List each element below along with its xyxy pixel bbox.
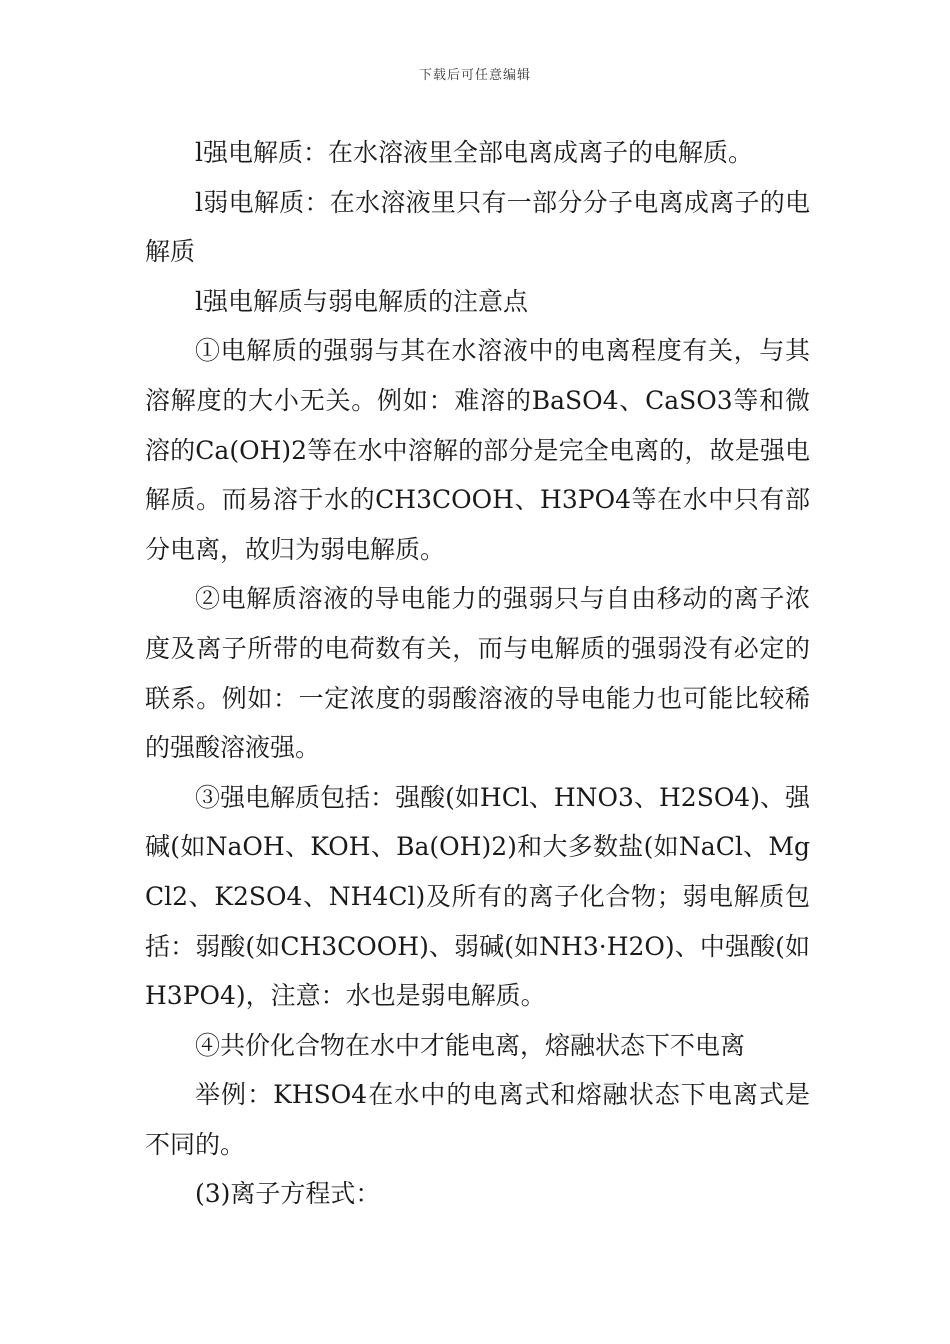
paragraph-notes-heading: l强电解质与弱电解质的注意点 bbox=[195, 286, 528, 316]
page-header: 下载后可任意编辑 bbox=[418, 68, 531, 83]
paragraph-note-4: ④共价化合物在水中才能电离，熔融状态下不电离 bbox=[195, 1030, 746, 1060]
paragraph-strong-electrolyte-definition: l强电解质：在水溶液里全部电离成离子的电解质。 bbox=[195, 138, 753, 167]
paragraph-ionic-equation-heading: (3)离子方程式： bbox=[195, 1179, 381, 1209]
paragraph-example: 举例：KHSO4在水中的电离式和熔融状态下电离式是不同的。 bbox=[145, 1080, 810, 1159]
paragraph-note-1: ①电解质的强弱与其在水溶液中的电离程度有关，与其溶解度的大小无关。例如：难溶的BaSO4、CaSO3等和微溶的Ca(OH)2等在水中溶解的部分是完全电离的，故是强电解质。而易溶于水的CH3COOH、H3PO4等在水中只有部分电离，故归为弱电解质。 bbox=[145, 336, 810, 564]
paragraph-weak-electrolyte-definition: l弱电解质：在水溶液里只有一部分分子电离成离子的电解质 bbox=[145, 187, 810, 267]
paragraph-note-3: ③强电解质包括：强酸(如HCl、HNO3、H2SO4)、强碱(如NaOH、KOH、Ba(OH)2)和大多数盐(如NaCl、MgCl2、K2SO4、NH4Cl)及所有的离子化合物；弱电解质包括：弱酸(如CH3COOH)、弱碱(如NH3·H2O)、中强酸(如H3PO4)，注意：水也是弱电解质。 bbox=[145, 782, 810, 1011]
paragraph-note-2: ②电解质溶液的导电能力的强弱只与自由移动的离子浓度及离子所带的电荷数有关，而与电解质的强弱没有必定的联系。例如：一定浓度的弱酸溶液的导电能力也可能比较稀的强酸溶液强。 bbox=[145, 584, 810, 763]
document-body bbox=[145, 128, 810, 1219]
